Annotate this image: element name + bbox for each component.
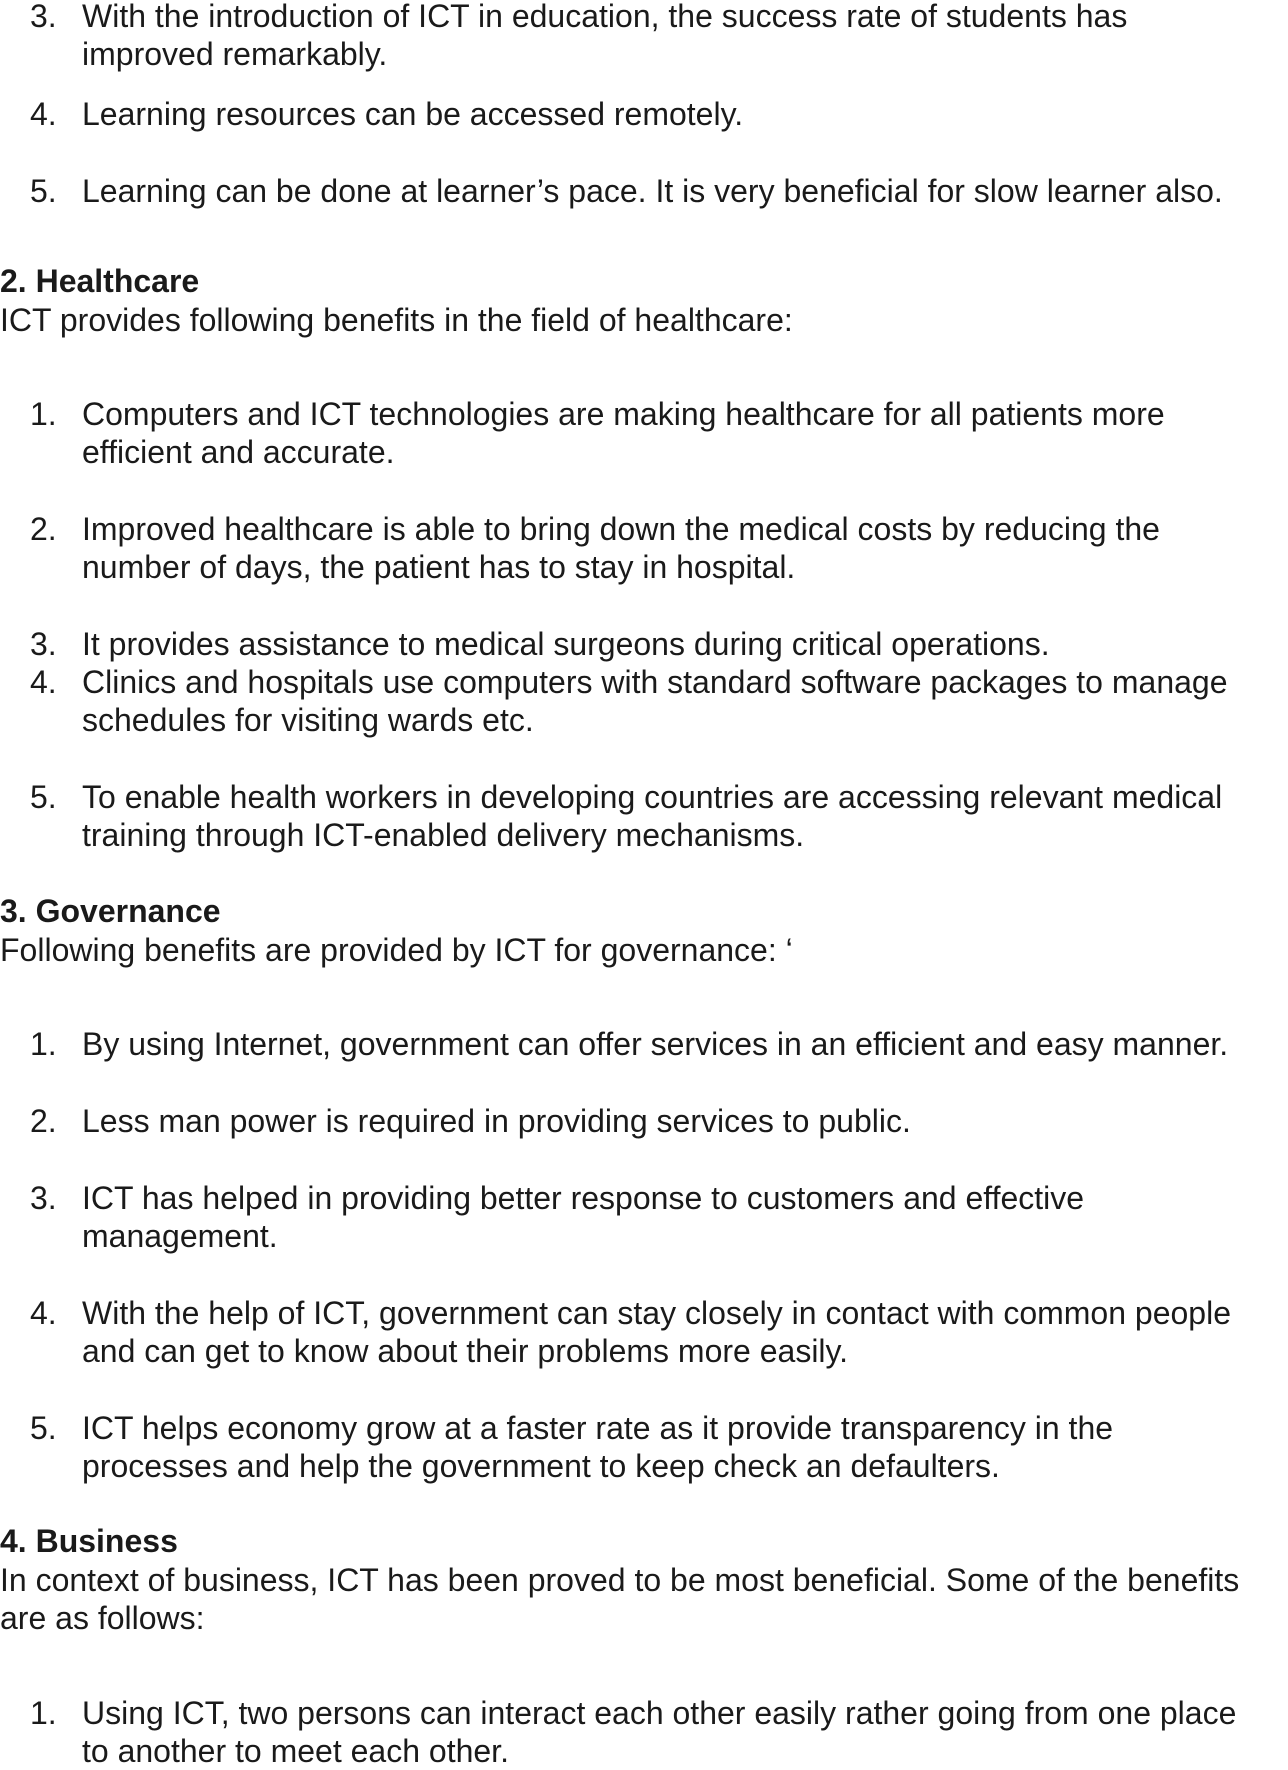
list-text: ICT helps economy grow at a faster rate as it provide transparency in the processes and help the government to keep check an defaulters. (82, 1410, 1114, 1484)
list-text: Learning can be done at learner’s pace. It is very beneficial for slow learner also. (82, 173, 1223, 209)
section-intro-healthcare: ICT provides following benefits in the field of healthcare: (0, 302, 793, 338)
list-text: Computers and ICT technologies are making healthcare for all patients more efficient and accurate. (82, 396, 1165, 470)
list-text: Less man power is required in providing services to public. (82, 1103, 911, 1139)
list-text: To enable health workers in developing countries are accessing relevant medical training through ICT-enabled delivery mechanisms. (82, 779, 1223, 853)
list-text: Learning resources can be accessed remotely. (82, 96, 744, 132)
list-text: Improved healthcare is able to bring down the medical costs by reducing the number of days, the patient has to stay in hospital. (82, 511, 1160, 585)
list-number: 2. (30, 1103, 57, 1139)
list-text: With the help of ICT, government can stay closely in contact with common people and can get to know about their problems more easily. (82, 1295, 1231, 1369)
section-heading-healthcare: 2. Healthcare (0, 263, 200, 299)
list-text: Using ICT, two persons can interact each other easily rather going from one place to another to meet each other. (82, 1695, 1237, 1769)
list-number: 2. (30, 511, 57, 547)
section-intro-governance: Following benefits are provided by ICT for governance: ‘ (0, 932, 793, 968)
list-number: 4. (30, 96, 57, 132)
list-text: ICT has helped in providing better response to customers and effective management. (82, 1180, 1085, 1254)
section-heading-business: 4. Business (0, 1523, 178, 1559)
list-text: By using Internet, government can offer services in an efficient and easy manner. (82, 1026, 1229, 1062)
list-number: 1. (30, 1695, 57, 1731)
list-number: 4. (30, 1295, 57, 1331)
section-intro-business: In context of business, ICT has been proved to be most beneficial. Some of the benefits are as follows: (0, 1562, 1240, 1636)
list-number: 3. (30, 0, 57, 34)
list-number: 1. (30, 396, 57, 432)
list-number: 5. (30, 173, 57, 209)
section-heading-governance: 3. Governance (0, 893, 221, 929)
list-text: It provides assistance to medical surgeons during critical operations. (82, 626, 1050, 662)
list-text: Clinics and hospitals use computers with standard software packages to manage schedules for visiting wards etc. (82, 664, 1228, 738)
list-text: With the introduction of ICT in education, the success rate of students has improved remarkably. (82, 0, 1128, 72)
list-number: 1. (30, 1026, 57, 1062)
list-number: 4. (30, 664, 57, 700)
list-number: 5. (30, 779, 57, 815)
list-number: 5. (30, 1410, 57, 1446)
list-number: 3. (30, 626, 57, 662)
list-number: 3. (30, 1180, 57, 1216)
